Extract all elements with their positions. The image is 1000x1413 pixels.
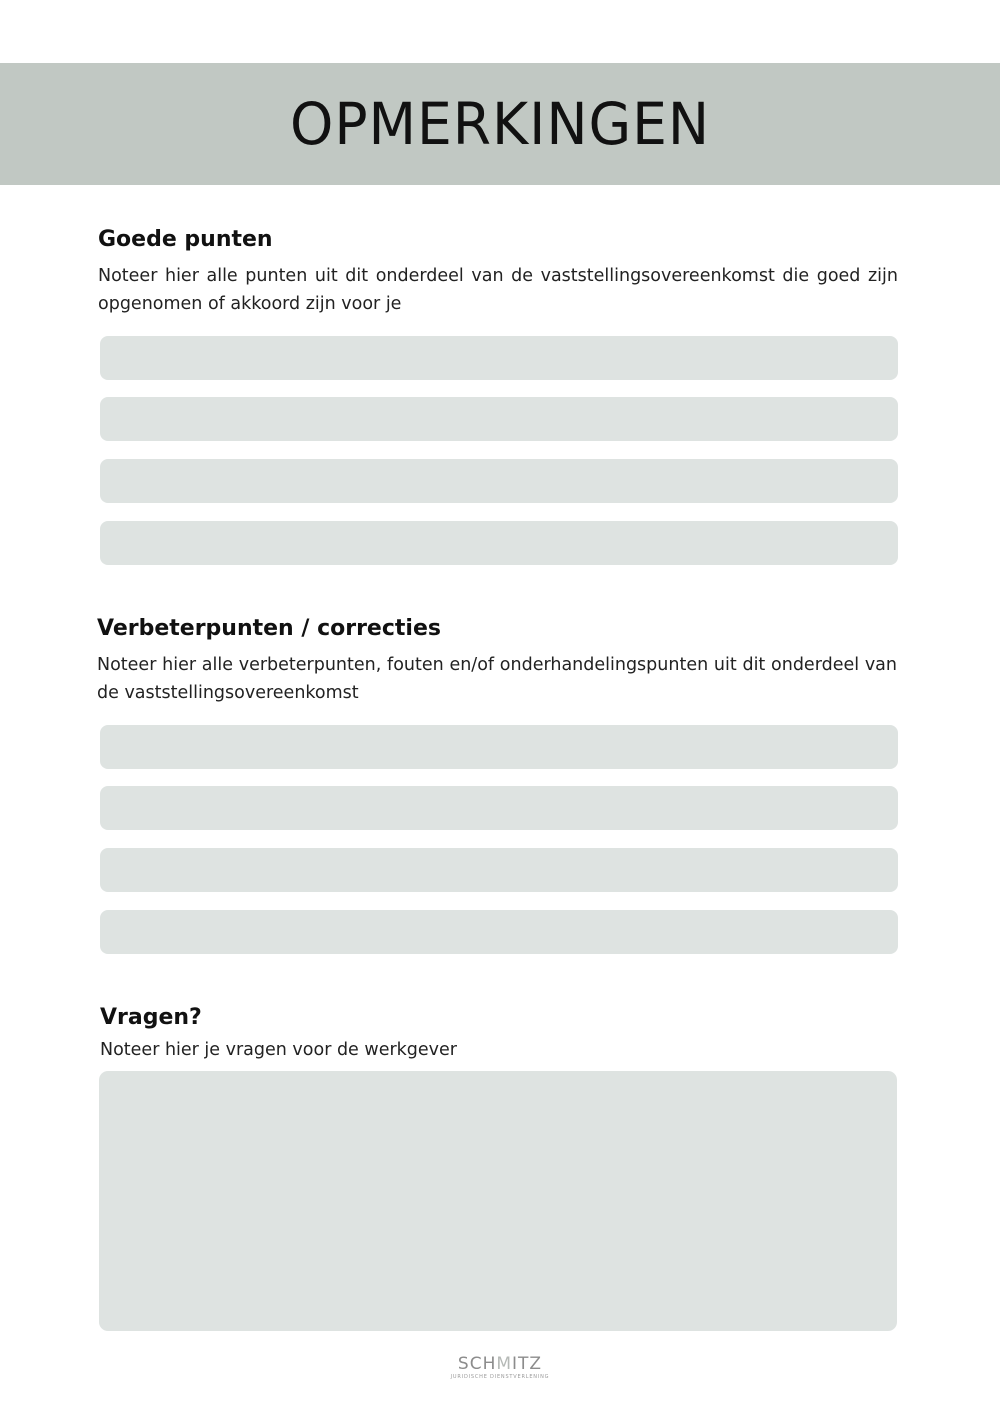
logo-accent: M bbox=[496, 1354, 513, 1374]
improvements-heading: Verbeterpunten / correcties bbox=[97, 616, 441, 641]
improvements-field-4[interactable] bbox=[100, 910, 898, 954]
improvements-field-2[interactable] bbox=[100, 786, 898, 830]
good-points-field-3[interactable] bbox=[100, 459, 898, 503]
good-points-section bbox=[98, 226, 898, 318]
good-points-heading: Goede punten bbox=[98, 227, 273, 252]
questions-description: Noteer hier je vragen voor de werkgever bbox=[100, 1040, 457, 1060]
page-title: OPMERKINGEN bbox=[289, 90, 711, 158]
footer-logo bbox=[0, 1354, 1000, 1381]
header-band bbox=[0, 63, 1000, 185]
logo-prefix: SCH bbox=[457, 1354, 497, 1374]
questions-heading: Vragen? bbox=[100, 1005, 202, 1030]
questions-textarea[interactable] bbox=[99, 1071, 897, 1331]
good-points-field-4[interactable] bbox=[100, 521, 898, 565]
improvements-field-3[interactable] bbox=[100, 848, 898, 892]
improvements-description: Noteer hier alle verbeterpunten, fouten en/of onderhandelingspunten uit dit onderdeel van de vaststellingsovereenkomst bbox=[97, 655, 897, 703]
improvements-section bbox=[97, 615, 897, 707]
logo-suffix: ITZ bbox=[512, 1354, 543, 1374]
good-points-field-2[interactable] bbox=[100, 397, 898, 441]
good-points-field-1[interactable] bbox=[100, 336, 898, 380]
logo-tagline: JURIDISCHE DIENSTVERLENING bbox=[450, 1374, 550, 1380]
logo-wordmark bbox=[0, 1354, 1000, 1374]
improvements-field-1[interactable] bbox=[100, 725, 898, 769]
good-points-description: Noteer hier alle punten uit dit onderdeel van de vaststellingsovereenkomst die goed zijn opgenomen of akkoord zijn voor je bbox=[98, 266, 898, 314]
questions-section bbox=[100, 1004, 900, 1064]
